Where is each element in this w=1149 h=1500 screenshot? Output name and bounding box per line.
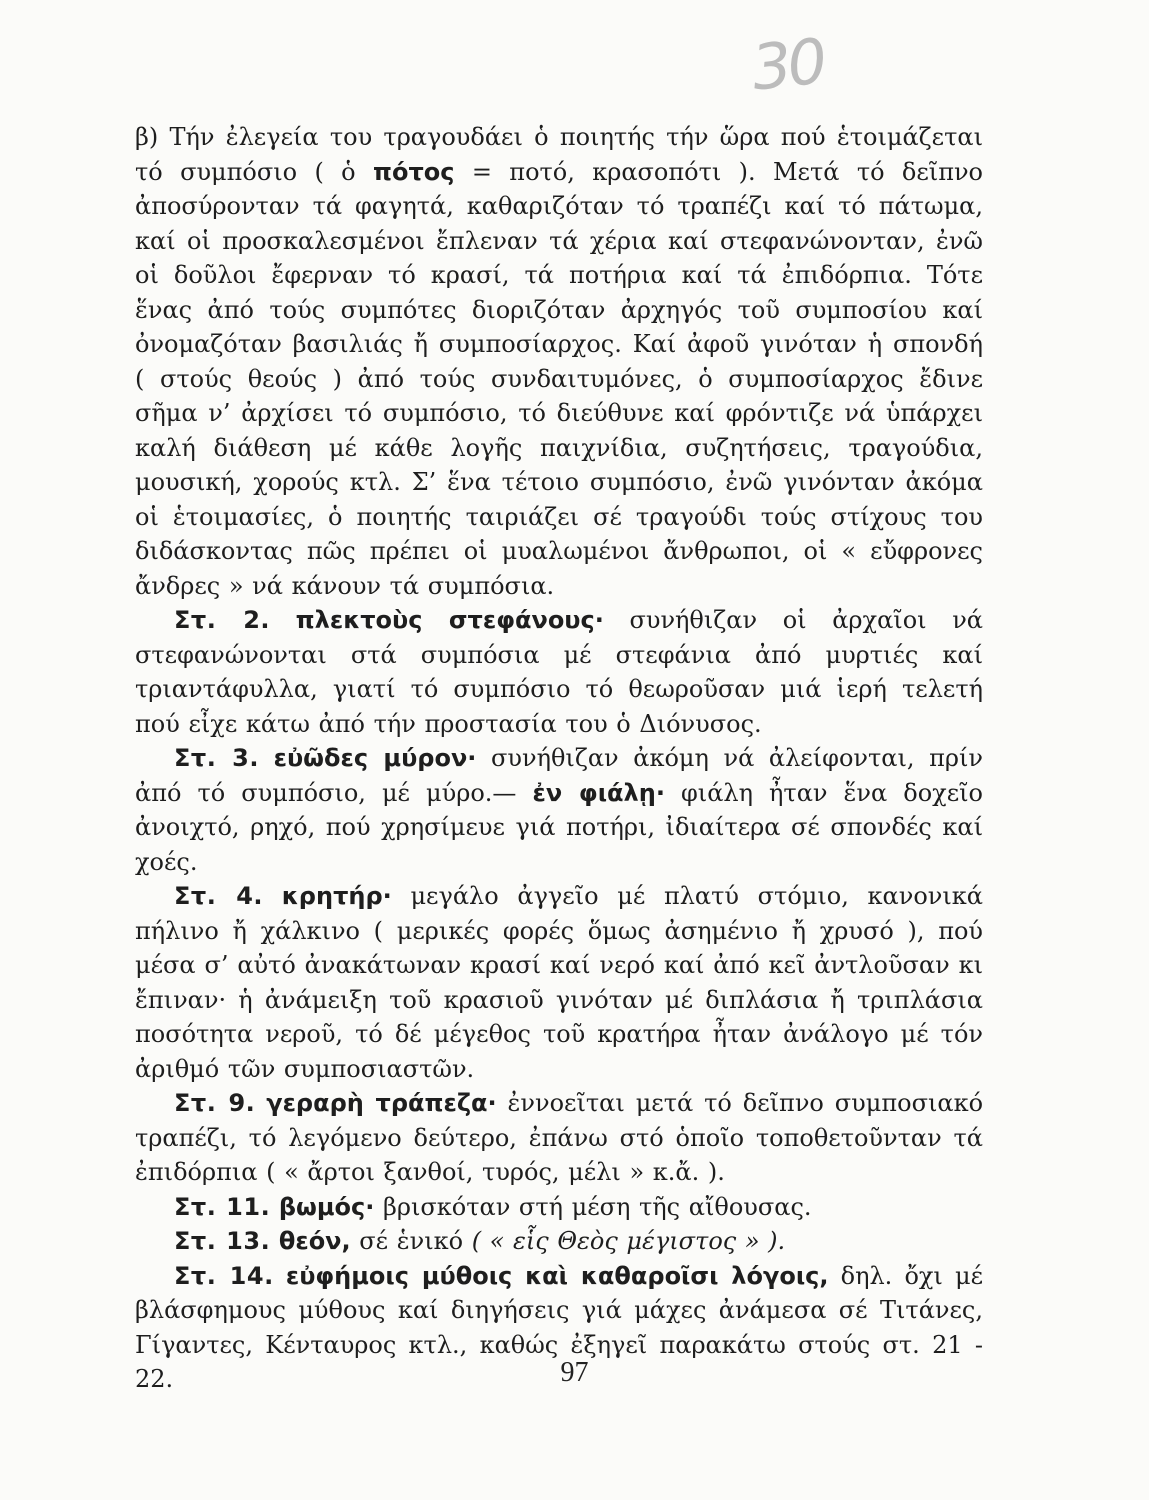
- page-number: 97: [560, 1357, 589, 1388]
- note-text-secondary: φιάλη ἦταν ἕνα δοχεῖο ἀνοιχτό, ρηχό, πού χρησίμευε γιά ποτήρι, ἰδιαίτερα σέ σπονδές καί χοές.: [135, 778, 983, 876]
- note-ref: Στ. 14.: [174, 1261, 274, 1290]
- note-text: δηλ. ὄχι μέ βλάσφημους μύθους καί διηγήσεις γιά μάχες ἀνάμεσα σέ Τιτάνες, Γίγαντες, Κένταυρος κτλ., καθώς ἐξηγεῖ παρακάτω στούς στ. 21 - 22.: [135, 1261, 983, 1393]
- note-line-13: [135, 1224, 983, 1259]
- note-ref: Στ. 4.: [174, 882, 264, 910]
- note-italic-quote: ( « εἷς Θεὸς μέγιστος » ).: [471, 1227, 786, 1255]
- note-ref: Στ. 9.: [174, 1089, 256, 1117]
- note-ref: Στ. 2.: [174, 606, 271, 634]
- note-text: μεγάλο ἀγγεῖο μέ πλατύ στόμιο, κανονικά πήλινο ἤ χάλκινο ( μερικές φορές ὅμως ἀσημένιο ἤ χρυσό ), πού μέσα σ’ αὐτό ἀνακάτωναν κρασί καί νερό καί ἀπό κεῖ ἀντλοῦσαν κι ἔπιναν· ἡ ἀνάμειξη τοῦ κρασιοῦ γινόταν μέ διπλάσια ἤ τριπλάσια ποσότητα νεροῦ, τό δέ μέγεθος τοῦ κρατήρα ἦταν ἀνάλογο μέ τόν ἀριθμό τῶν συμποσιαστῶν.: [135, 882, 983, 1083]
- note-term: κρητήρ·: [281, 882, 392, 910]
- note-text: σέ ἑνικό: [350, 1227, 472, 1255]
- note-term: βωμός·: [278, 1192, 375, 1221]
- note-line-4: [135, 879, 983, 1086]
- note-ref: Στ. 3.: [174, 744, 259, 772]
- intro-rest: = ποτό, κρασοπότι ). Μετά τό δεῖπνο ἀποσύρονταν τά φαγητά, καθαριζόταν τό τραπέζι καί τό πάτωμα, καί οἱ προσκαλεσμένοι ἔπλεναν τά χέρια καί στεφανώνονταν, ἐνῶ οἱ δοῦλοι ἔφερναν τό κρασί, τά ποτήρια καί τά ἐπιδόρπια. Τότε ἕνας ἀπό τούς συμπότες διοριζόταν ἀρχηγός τοῦ συμποσίου καί ὀνομαζόταν βασιλιάς ἤ συμποσίαρχος. Καί ἀφοῦ γινόταν ἡ σπονδή ( στούς θεούς ) ἀπό τούς συνδαιτυμόνες, ὁ συμποσίαρχος ἔδινε σῆμα ν’ ἀρχίσει τό συμπόσιο, τό διεύθυνε καί φρόντιζε νά ὑπάρχει καλή διάθεση μέ κάθε λογῆς παιχνίδια, συζητήσεις, τραγούδια, μουσική, χορούς κτλ. Σ’ ἕνα τέτοιο συμπόσιο, ἐνῶ γινόνταν ἀκόμα οἱ ἑτοιμασίες, ὁ ποιητής ταιριάζει σέ τραγούδι τούς στίχους του διδάσκοντας πῶς πρέπει οἱ μυαλωμένοι ἄνθρωποι, οἱ « εὔφρονες ἄνδρες » νά κάνουν τά συμπόσια.: [135, 157, 984, 600]
- note-text: συνήθιζαν οἱ ἀρχαῖοι νά στεφανώνονται στά συμπόσια μέ στεφάνια ἀπό μυρτιές καί τριαντάφυλλα, γιατί τό συμπόσιο τό θεωροῦσαν μιά ἱερή τελετή πού εἶχε κάτω ἀπό τήν προστασία του ὁ Διόνυσος.: [135, 606, 983, 738]
- intro-lead: β) Τήν ἐλεγεία του τραγουδάει ὁ ποιητής τήν ὥρα πού ἑτοιμάζεται τό συμπόσιο ( ὁ: [135, 123, 983, 186]
- intro-paragraph: [135, 120, 983, 603]
- commentary-body: [135, 120, 983, 1397]
- intro-term: πότος: [372, 157, 455, 186]
- note-line-9: [135, 1086, 983, 1190]
- note-text: ἐννοεῖται μετά τό δεῖπνο συμποσιακό τραπέζι, τό λεγόμενο δεύτερο, ἐπάνω στό ὁποῖο τοποθετοῦνταν τά ἐπιδόρπια ( « ἄρτοι ξανθοί, τυρός, μέλι » κ.ἄ. ).: [135, 1089, 984, 1186]
- handwritten-page-mark: 30: [748, 24, 827, 105]
- note-term-secondary: ἐν φιάλῃ·: [532, 778, 665, 807]
- note-line-2: [135, 603, 983, 741]
- note-ref: Στ. 13.: [174, 1227, 271, 1255]
- note-term: γεραρὴ τράπεζα·: [266, 1089, 497, 1117]
- note-term: εὐφήμοις μύθοις καὶ καθαροῖσι λόγοις,: [285, 1261, 829, 1290]
- note-text: βρισκόταν στή μέση τῆς αἴθουσας.: [374, 1192, 812, 1221]
- note-line-11: [135, 1190, 983, 1225]
- note-text: συνήθιζαν ἀκόμη νά ἀλείφονται, πρίν ἀπό τό συμπόσιο, μέ μύρο.—: [135, 744, 984, 807]
- note-term: θεόν,: [278, 1227, 351, 1255]
- note-line-3: [135, 741, 983, 879]
- note-term: πλεκτοὺς στεφάνους·: [295, 606, 604, 634]
- note-ref: Στ. 11.: [174, 1192, 271, 1221]
- note-term: εὐῶδες μύρον·: [273, 744, 477, 772]
